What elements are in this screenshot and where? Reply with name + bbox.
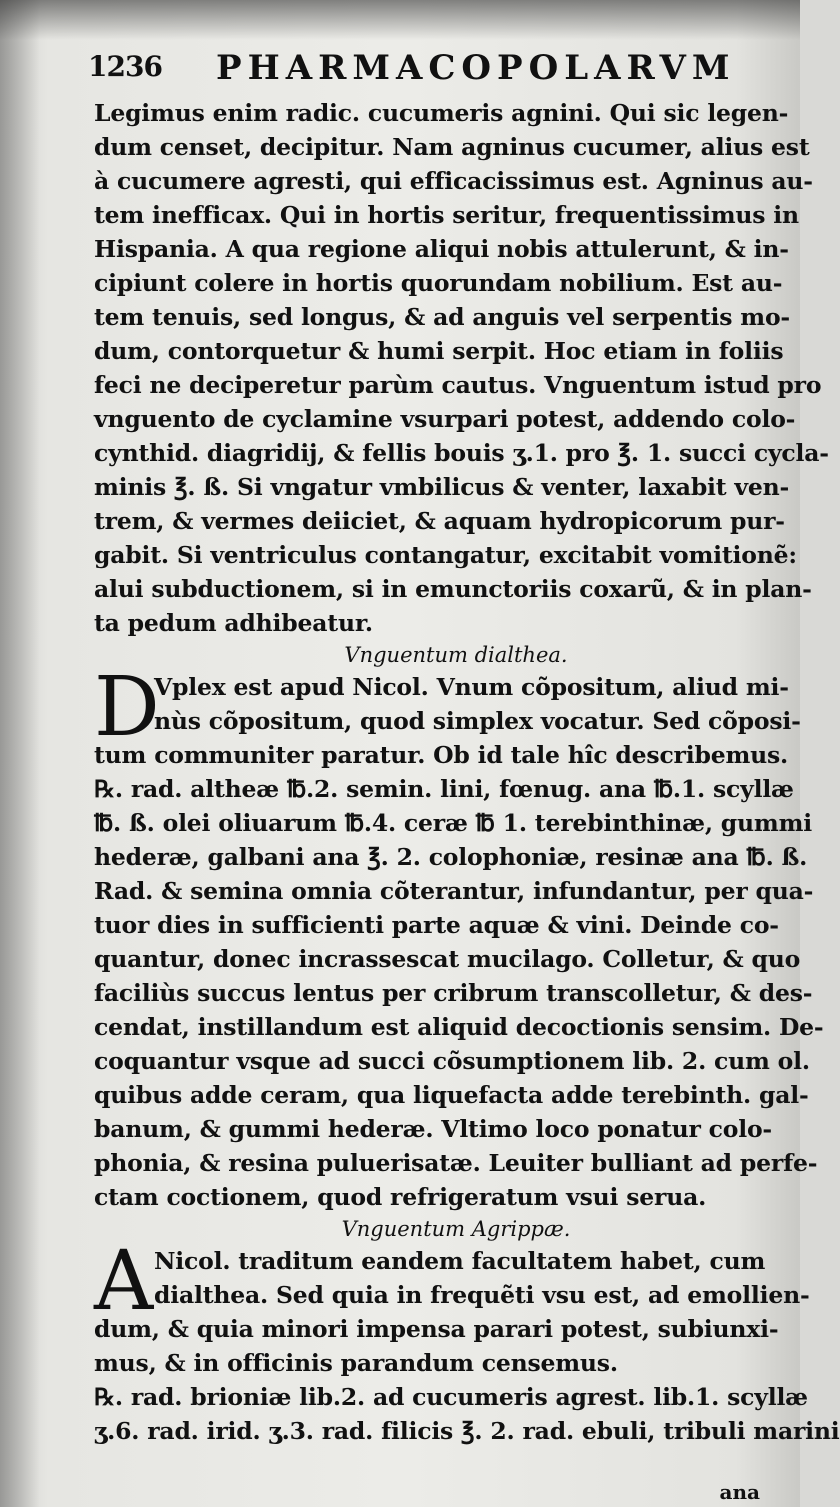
text-line: ʒ.6. rad. irid. ʒ.3. rad. filicis ℥. 2. rad. ebuli, tribuli marini bbox=[94, 1417, 840, 1445]
text-line: ℞. rad. altheæ ℔.2. semin. lini, fœnug. ana ℔.1. scyllæ bbox=[94, 775, 794, 803]
text-line: cendat, instillandum est aliquid decoctionis sensim. De- bbox=[94, 1013, 824, 1041]
text-line: tem tenuis, sed longus, & ad anguis vel serpentis mo- bbox=[94, 303, 790, 331]
text-line: Hispania. A qua regione aliqui nobis attulerunt, & in- bbox=[94, 235, 789, 263]
text-line: trem, & vermes deiiciet, & aquam hydropicorum pur- bbox=[94, 507, 785, 535]
section-heading-dialthea: Vnguentum dialthea. bbox=[344, 643, 568, 667]
top-shadow bbox=[0, 0, 800, 40]
text-line: tum communiter paratur. Ob id tale hîc describemus. bbox=[94, 741, 789, 769]
text-line: nùs cõpositum, quod simplex vocatur. Sed cõposi- bbox=[154, 707, 801, 735]
text-line: feci ne deciperetur parùm cautus. Vnguentum istud pro bbox=[94, 371, 822, 399]
text-line: vnguento de cyclamine vsurpari potest, addendo colo- bbox=[94, 405, 796, 433]
text-line: dum, contorquetur & humi serpit. Hoc etiam in foliis bbox=[94, 337, 784, 365]
text-line: à cucumere agresti, qui efficacissimus est. Agninus au- bbox=[94, 167, 813, 195]
catchword: ana bbox=[719, 1480, 760, 1504]
text-line: ctam coctionem, quod refrigeratum vsui serua. bbox=[94, 1183, 707, 1211]
section-3 bbox=[94, 1234, 840, 1448]
text-line: faciliùs succus lentus per cribrum transcolletur, & des- bbox=[94, 979, 813, 1007]
gutter-shadow bbox=[0, 0, 40, 1507]
text-line: cynthid. diagridij, & fellis bouis ʒ.1. pro ℥. 1. succi cycla- bbox=[94, 439, 829, 467]
text-line: Legimus enim radic. cucumeris agnini. Qui sic legen- bbox=[94, 99, 789, 127]
text-line: quibus adde ceram, qua liquefacta adde terebinth. gal- bbox=[94, 1081, 809, 1109]
text-line: quantur, donec incrassescat mucilago. Colletur, & quo bbox=[94, 945, 801, 973]
text-line: gabit. Si ventriculus contangatur, excitabit vomitionẽ: bbox=[94, 541, 797, 569]
page-body bbox=[94, 96, 840, 1448]
section-1 bbox=[94, 96, 829, 640]
text-line: Rad. & semina omnia cõterantur, infundantur, per qua- bbox=[94, 877, 814, 905]
text-line: dum censet, decipitur. Nam agninus cucumer, alius est bbox=[94, 133, 810, 161]
text-line: phonia, & resina puluerisatæ. Leuiter bulliant ad perfe- bbox=[94, 1149, 818, 1177]
drop-cap: D bbox=[94, 660, 160, 755]
running-title: PHARMACOPOLARVM bbox=[216, 48, 736, 88]
text-line: Vplex est apud Nicol. Vnum cõpositum, aliud mi- bbox=[154, 673, 789, 701]
text-line: mus, & in officinis parandum censemus. bbox=[94, 1349, 618, 1377]
page-header bbox=[88, 48, 736, 98]
text-line: cipiunt colere in hortis quorundam nobilium. Est au- bbox=[94, 269, 783, 297]
text-line: Nicol. traditum eandem facultatem habet, cum bbox=[154, 1247, 766, 1275]
text-line: minis ℥. ß. Si vngatur vmbilicus & venter, laxabit ven- bbox=[94, 473, 790, 501]
page-number: 1236 bbox=[88, 50, 162, 83]
text-line: tuor dies in sufficienti parte aquæ & vini. Deinde co- bbox=[94, 911, 779, 939]
text-line: ta pedum adhibeatur. bbox=[94, 609, 373, 637]
text-line: banum, & gummi hederæ. Vltimo loco ponatur colo- bbox=[94, 1115, 772, 1143]
section-heading-agrippae: Vnguentum Agrippæ. bbox=[341, 1217, 571, 1241]
text-line: alui subductionem, si in emunctoriis coxarũ, & in plan- bbox=[94, 575, 812, 603]
text-line: ℞. rad. brioniæ lib.2. ad cucumeris agrest. lib.1. scyllæ bbox=[94, 1383, 808, 1411]
text-line: dialthea. Sed quia in frequẽti vsu est, ad emollien- bbox=[154, 1281, 810, 1309]
text-line: ℔. ß. olei oliuarum ℔.4. ceræ ℔ 1. terebinthinæ, gummi bbox=[94, 809, 812, 837]
drop-cap: A bbox=[94, 1234, 154, 1329]
text-line: coquantur vsque ad succi cõsumptionem lib. 2. cum ol. bbox=[94, 1047, 810, 1075]
section-2 bbox=[94, 660, 824, 1214]
text-line: tem inefficax. Qui in hortis seritur, frequentissimus in bbox=[94, 201, 799, 229]
text-line: dum, & quia minori impensa parari potest, subiunxi- bbox=[94, 1315, 779, 1343]
text-line: hederæ, galbani ana ℥. 2. colophoniæ, resinæ ana ℔. ß. bbox=[94, 843, 808, 871]
